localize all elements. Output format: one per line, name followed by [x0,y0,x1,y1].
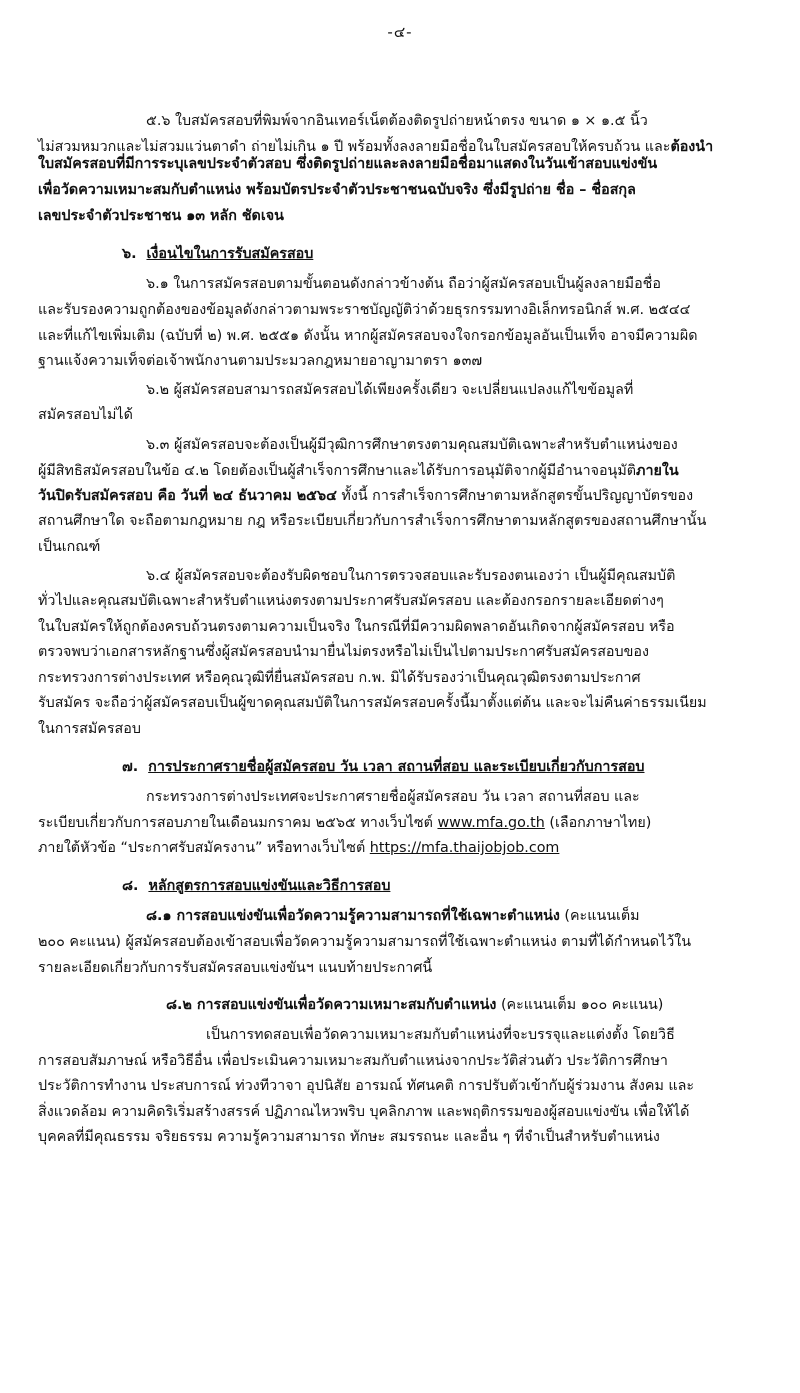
s64-line-5: กระทรวงการต่างประเทศ หรือคุณวุฒิที่ยื่นสมัครสอบ ก.พ. มิได้รับรองว่าเป็นคุณวุฒิตรงตามประกาศ [38,670,641,686]
s64-line-6: รับสมัคร จะถือว่าผู้สมัครสอบเป็นผู้ขาดคุณสมบัติในการสมัครสอบครั้งนี้มาตั้งแต่ต้น และจะไม่คืนค่าธรรมเนียม [38,695,707,711]
s61-line-4: ฐานแจ้งความเท็จต่อเจ้าพนักงานตามประมวลกฎหมายอาญามาตรา ๑๓๗ [38,353,483,369]
s7-line-1: กระทรวงการต่างประเทศจะประกาศรายชื่อผู้สมัครสอบ วัน เวลา สถานที่สอบ และ [146,789,640,805]
s61-line-3: และที่แก้ไขเพิ่มเติม (ฉบับที่ ๒) พ.ศ. ๒๕๕๑ ดังนั้น หากผู้สมัครสอบจงใจกรอกข้อมูลอันเป็นเท็จ อาจมีความผิด [38,328,698,344]
s81-line-2: ๒๐๐ คะแนน) ผู้สมัครสอบต้องเข้าสอบเพื่อวัดความรู้ความสามารถที่ใช้เฉพาะตำแหน่ง ตามที่ได้กำหนดไว้ใน [38,934,692,950]
s82-line-4: ประวัติการทำงาน ประสบการณ์ ท่วงทีวาจา อุปนิสัย อารมณ์ ทัศนคติ การปรับตัวเข้ากับผู้ร่วมงาน สังคม และ [38,1078,695,1094]
s64-line-7: ในการสมัครสอบ [38,721,141,737]
s81-line-3: รายละเอียดเกี่ยวกับการรับสมัครสอบแข่งขันฯ แนบท้ายประกาศนี้ [38,960,433,976]
section-7-title: การประกาศรายชื่อผู้สมัครสอบ วัน เวลา สถานที่สอบ และระเบียบเกี่ยวกับการสอบ [148,759,645,775]
s56-line-5: เลขประจำตัวประชาชน ๑๓ หลัก ชัดเจน [38,208,284,224]
page-number: -๔- [387,23,413,41]
s82-line-5: สิ่งแวดล้อม ความคิดริเริ่มสร้างสรรค์ ปฏิภาณไหวพริบ บุคลิกภาพ และพฤติกรรมของผู้สอบแข่งขัน เพื่อให้ได้ [38,1104,690,1120]
s56-line-4: เพื่อวัดความเหมาะสมกับตำแหน่ง พร้อมบัตรประจำตัวประชาชนฉบับจริง ซึ่งมีรูปถ่าย ชื่อ – ชื่อสกุล [38,182,636,198]
section-6-heading [122,244,313,264]
s64-line-2: ทั่วไปและคุณสมบัติเฉพาะสำหรับตำแหน่งตรงตามประกาศรับสมัครสอบ และต้องกรอกรายละเอียดต่างๆ [38,593,664,609]
s56-line-2-bold: ต้องนำ [670,139,714,155]
s82-score: (คะแนนเต็ม ๑๐๐ คะแนน) [496,997,664,1013]
s62-line-2: สมัครสอบไม่ได้ [38,407,133,423]
section-6-title: เงื่อนไขในการรับสมัครสอบ [146,246,314,262]
mfa-website-link[interactable]: www.mfa.go.th [437,815,545,831]
s7-line-3 [38,838,559,858]
s64-line-1: ๖.๔ ผู้สมัครสอบจะต้องรับผิดชอบในการตรวจสอบและรับรองตนเองว่า เป็นผู้มีคุณสมบัติ [146,568,676,584]
s82-line-3: การสอบสัมภาษณ์ หรือวิธีอื่น เพื่อประเมินความเหมาะสมกับตำแหน่งจากประวัติส่วนตัว ประวัติการศึกษา [38,1053,668,1069]
s7-line-2-text: ระเบียบเกี่ยวกับการสอบภายในเดือนมกราคม ๒๕๖๕ ทางเว็บไซต์ [38,815,438,831]
s63-line-4: สถานศึกษาใด จะถือตามกฎหมาย กฎ หรือระเบียบเกี่ยวกับการสำเร็จการศึกษาตามหลักสูตรของสถานศึกษานั้น [38,513,707,529]
section-6-number: ๖. [122,246,137,262]
s81-line-1 [146,906,640,926]
s7-line-3-text: ภายใต้หัวข้อ “ประกาศรับสมัครงาน” หรือทางเว็บไซต์ [38,840,370,856]
s61-line-2: และรับรองความถูกต้องของข้อมูลดังกล่าวตามพระราชบัญญัติว่าด้วยธุรกรรมทางอิเล็กทรอนิกส์ พ.ศ. ๒๕๔๔ [38,302,691,318]
s61-line-1: ๖.๑ ในการสมัครสอบตามขั้นตอนดังกล่าวข้างต้น ถือว่าผู้สมัครสอบเป็นผู้ลงลายมือชื่อ [146,276,661,292]
s56-line-2-text: ไม่สวมหมวกและไม่สวมแว่นตาดำ ถ่ายไม่เกิน ๑ ปี พร้อมทั้งลงลายมือชื่อในใบสมัครสอบให้ครบถ้วน และ [38,139,671,155]
s63-line-3-text: ทั้งนี้ การสำเร็จการศึกษาตามหลักสูตรขั้นปริญญาบัตรของ [336,488,694,504]
s56-line-3: ใบสมัครสอบที่มีการระบุเลขประจำตัวสอบ ซึ่งติดรูปถ่ายและลงลายมือชื่อมาแสดงในวันเข้าสอบแข่งขัน [38,156,658,172]
s82-line-1 [166,995,663,1015]
s81-heading: ๘.๑ การสอบแข่งขันเพื่อวัดความรู้ความสามารถที่ใช้เฉพาะตำแหน่ง [146,908,560,924]
s81-score: (คะแนนเต็ม [559,908,640,924]
section-8-heading [122,876,390,896]
s7-line-2 [38,813,651,833]
s7-line-2-tail: (เลือกภาษาไทย) [544,815,652,831]
section-7-heading [122,757,645,777]
s63-line-2 [38,461,679,481]
section-8-number: ๘. [122,878,139,894]
s64-line-4: ตรวจพบว่าเอกสารหลักฐานซึ่งผู้สมัครสอบนำมายื่นไม่ตรงหรือไม่เป็นไปตามประกาศรับสมัครสอบของ [38,644,649,660]
s63-line-5: เป็นเกณฑ์ [38,539,101,555]
s56-line-1: ๕.๖ ใบสมัครสอบที่พิมพ์จากอินเทอร์เน็ตต้องติดรูปถ่ายหน้าตรง ขนาด ๑ × ๑.๕ นิ้ว [146,113,648,129]
s82-line-2: เป็นการทดสอบเพื่อวัดความเหมาะสมกับตำแหน่งที่จะบรรจุและแต่งตั้ง โดยวิธี [206,1027,675,1043]
s63-line-1: ๖.๓ ผู้สมัครสอบจะต้องเป็นผู้มีวุฒิการศึกษาตรงตามคุณสมบัติเฉพาะสำหรับตำแหน่งของ [146,437,678,453]
s82-heading: ๘.๒ การสอบแข่งขันเพื่อวัดความเหมาะสมกับตำแหน่ง [166,997,497,1013]
s64-line-3: ในใบสมัครให้ถูกต้องครบถ้วนตรงตามความเป็นจริง ในกรณีที่มีความผิดพลาดอันเกิดจากผู้สมัครสอบ หรือ [38,619,675,635]
s63-deadline: วันปิดรับสมัครสอบ คือ วันที่ ๒๔ ธันวาคม ๒๕๖๔ [38,488,337,504]
s63-line-3 [38,486,693,506]
s63-line-2-bold: ภายใน [636,463,679,479]
s82-line-6: บุคคลที่มีคุณธรรม จริยธรรม ความรู้ความสามารถ ทักษะ สมรรถนะ และอื่น ๆ ที่จำเป็นสำหรับตำแหน่ง [38,1129,660,1145]
section-7-number: ๗. [122,759,139,775]
section-8-title: หลักสูตรการสอบแข่งขันและวิธีการสอบ [148,878,391,894]
s63-line-2-text: ผู้มีสิทธิสมัครสอบในข้อ ๔.๒ โดยต้องเป็นผู้สำเร็จการศึกษาและได้รับการอนุมัติจากผู้มีอำนาจอนุมัติ [38,463,637,479]
thaijobjob-link[interactable]: https://mfa.thaijobjob.com [369,840,560,856]
s62-line-1: ๖.๒ ผู้สมัครสอบสามารถสมัครสอบได้เพียงครั้งเดียว จะเปลี่ยนแปลงแก้ไขข้อมูลที่ [146,382,634,398]
